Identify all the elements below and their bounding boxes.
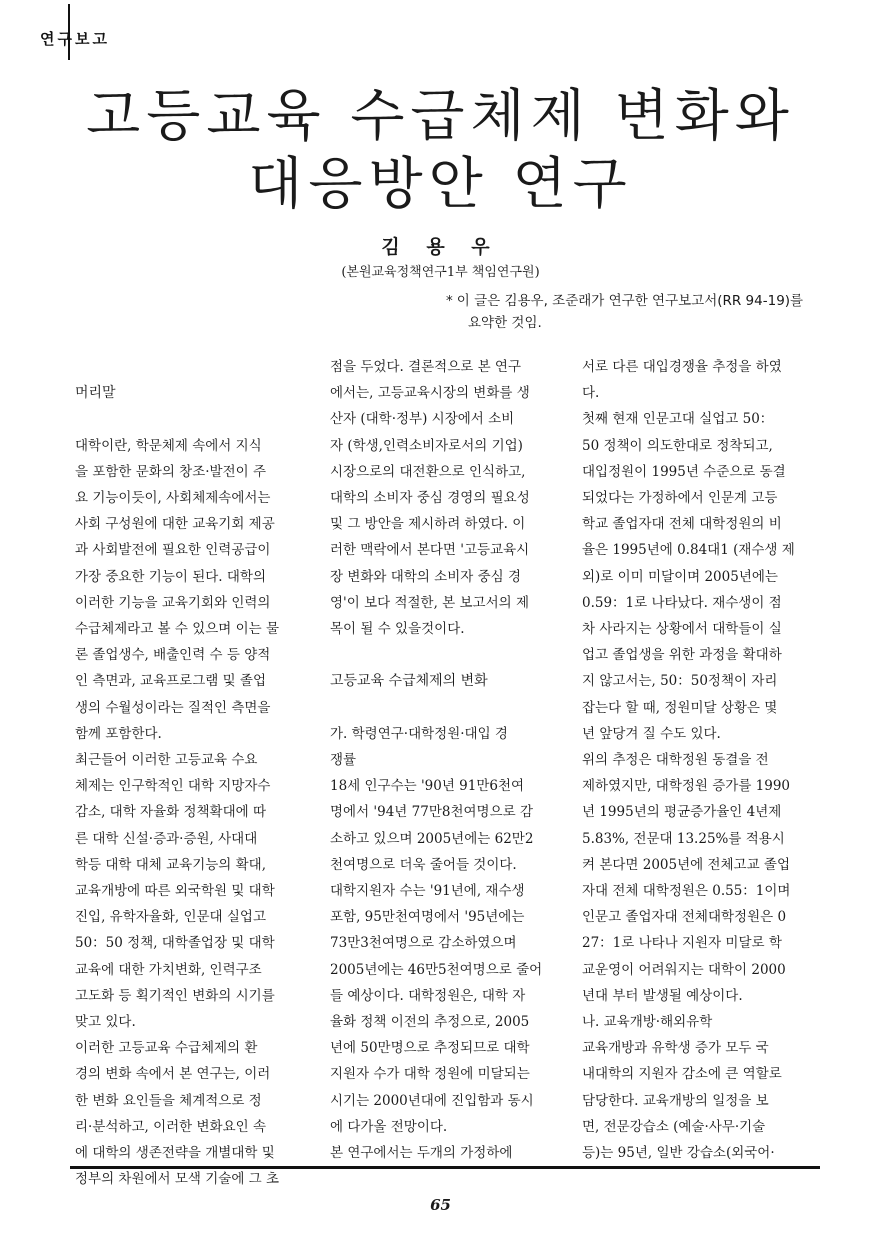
column-3-line: 지 않고서는, 50：50정책이 자리 (582, 673, 778, 690)
column-3-line: 다. (582, 385, 600, 402)
column-1-line: 정부의 차원에서 모색 기술에 그 초 (75, 1171, 280, 1188)
column-1-line: 요 기능이듯이, 사회체제속에서는 (75, 490, 271, 507)
column-2-line (330, 695, 568, 721)
column-2-line: 목이 될 수 있을것이다. (330, 621, 465, 638)
column-1-line: 가장 중요한 기능이 된다. 대학의 (75, 568, 266, 585)
column-3-line: 면, 전문강습소 (예술·사무·기술 (582, 1118, 766, 1135)
column-2-line: 천여명으로 더욱 줄어들 것이다. (330, 856, 517, 873)
column-1-line: 생의 수월성이라는 질적인 측면을 (75, 699, 271, 716)
column-1-line: 을 포함한 문화의 창조·발전이 주 (75, 463, 266, 480)
column-3-line: 교운영이 어려워지는 대학이 2000 (582, 961, 786, 978)
column-2-line: 장 변화와 대학의 소비자 중심 경 (330, 568, 521, 585)
column-1-line: 진입, 유학자율화, 인문대 실업고 (75, 909, 266, 926)
column-1-line: 체제는 인구학적인 대학 지망자수 (75, 778, 271, 795)
column-2-line: 쟁률 (330, 752, 357, 769)
column-2-line: 자 (학생,인력소비자로서의 기업) (330, 437, 523, 454)
column-3-line: 율은 1995년에 0.84대1 (재수생 제 (582, 542, 795, 559)
column-3-line: 자대 전체 대학정원은 0.55：1이며 (582, 883, 791, 900)
column-1-line: 과 사회발전에 필요한 인력공급이 (75, 542, 271, 559)
column-3-line: 업고 졸업생을 위한 과정을 확대하 (582, 647, 782, 664)
column-3-line: 담당한다. 교육개방의 일정을 보 (582, 1092, 769, 1109)
author-affiliation: (본원교육정책연구1부 책임연구원) (341, 265, 540, 280)
column-1-line: 학등 대학 대체 교육기능의 확대, (75, 856, 266, 873)
column-3-line: 년 앞당겨 질 수도 있다. (582, 725, 721, 742)
column-3-line: 년대 부터 발생될 예상이다. (582, 987, 743, 1004)
column-1-line: 이러한 기능을 교육기회와 인력의 (75, 594, 271, 611)
column-2-line: 영'이 보다 적절한, 본 보고서의 제 (330, 594, 529, 611)
column-2-line: 점을 두었다. 결론적으로 본 연구 (330, 359, 521, 375)
column-3-line: 첫째 현재 인문고대 실업고 50： (582, 411, 774, 428)
column-3-line: 5.83%, 전문대 13.25%를 적용시 (582, 830, 785, 847)
column-3-line: 대입정원이 1995년 수준으로 동결 (582, 463, 786, 480)
column-3-line: 나. 교육개방·해외유학 (582, 1014, 713, 1031)
column-1-line (75, 354, 313, 380)
column-2-line: 지원자 수가 대학 정원에 미달되는 (330, 1066, 530, 1083)
page-number: 65 (430, 1196, 451, 1214)
column-1-line: 감소, 대학 자율화 정책확대에 따 (75, 804, 266, 821)
column-3-line: 잡는다 할 때, 정원미달 상황은 몇 (582, 699, 778, 716)
column-3-line: 위의 추정은 대학정원 동결을 전 (582, 752, 769, 769)
column-3-line: 교육개방과 유학생 증가 모두 국 (582, 1040, 769, 1057)
text-column-2 (330, 354, 568, 1166)
text-column-3 (582, 354, 820, 1166)
column-3-line: 제하였지만, 대학정원 증가를 1990 (582, 778, 791, 795)
column-1-line: 론 졸업생수, 배출인력 수 등 양적 (75, 647, 271, 664)
column-1-line: 최근들어 이러한 고등교육 수요 (75, 752, 258, 769)
column-2-line: 대학지원자 수는 '91년에, 재수생 (330, 883, 525, 900)
footnote-mark: * (446, 293, 453, 309)
column-2-line: 에 다가올 전망이다. (330, 1118, 448, 1135)
column-1-line: 한 변화 요인들을 체계적으로 정 (75, 1092, 262, 1109)
column-1-line: 사회 구성원에 대한 교육기회 제공 (75, 516, 275, 533)
column-1-line: 맞고 있다. (75, 1014, 136, 1031)
column-1-line (75, 406, 313, 432)
column-1-line: 교육개방에 따른 외국학원 및 대학 (75, 883, 275, 900)
text-column-1 (75, 354, 313, 1193)
column-2-line: 러한 맥락에서 본다면 '고등교육시 (330, 542, 530, 559)
column-3-line: 50 정책이 의도한대로 정착되고, (582, 437, 773, 454)
column-1-line: 고도화 등 획기적인 변화의 시기를 (75, 987, 275, 1004)
title-line-1: 고등교육 수급체제 변화와 (86, 84, 795, 149)
column-1-line: 함께 포함한다. (75, 725, 162, 742)
column-2-line: 율화 정책 이전의 추정으로, 2005 (330, 1014, 530, 1031)
column-2-line: 에서는, 고등교육시장의 변화를 생 (330, 385, 530, 402)
column-1-line: 리·분석하고, 이러한 변화요인 속 (75, 1118, 266, 1135)
column-1-line: 대학이란, 학문체제 속에서 지식 (75, 437, 262, 454)
column-2-line: 들 예상이다. 대학정원은, 대학 자 (330, 987, 526, 1004)
footnote-line-1: 이 글은 김용우, 조준래가 연구한 연구보고서(RR 94-19)를 (456, 293, 804, 309)
column-2-line: 소하고 있으며 2005년에는 62만2 (330, 830, 534, 847)
column-3-line: 27：1로 나타나 지원자 미달로 학 (582, 935, 782, 952)
column-1-line: 인 측면과, 교육프로그램 및 졸업 (75, 673, 266, 690)
column-2-line: 73만3천여명으로 감소하였으며 (330, 935, 517, 952)
column-2-line: 18세 인구수는 '90년 91만6천여 (330, 778, 525, 795)
column-1-line: 이러한 고등교육 수급체제의 환 (75, 1040, 258, 1057)
column-3-line: 년 1995년의 평균증가율인 4년제 (582, 804, 782, 821)
column-2-line: 및 그 방안을 제시하려 하였다. 이 (330, 516, 526, 533)
column-2-line: 고등교육 수급체제의 변화 (330, 673, 488, 690)
column-2-line: 시장으로의 대전환으로 인식하고, (330, 463, 526, 480)
column-1-line: 50：50 정책, 대학졸업장 및 대학 (75, 935, 275, 952)
column-2-line: 시기는 2000년대에 진입함과 동시 (330, 1092, 534, 1109)
author-name: 김 용 우 (381, 236, 500, 258)
column-2-line (330, 642, 568, 668)
column-3-line: 외)로 이미 미달이며 2005년에는 (582, 568, 778, 585)
column-3-line: 내대학의 지원자 감소에 큰 역할로 (582, 1066, 782, 1083)
column-2-line: 2005년에는 46만5천여명으로 줄어 (330, 961, 543, 978)
column-2-line: 본 연구에서는 두개의 가정하에 (330, 1145, 513, 1162)
column-3-line: 학교 졸업자대 전체 대학정원의 비 (582, 516, 782, 533)
column-3-line: 등)는 95년, 일반 강습소(외국어· (582, 1145, 775, 1162)
column-3-line: 되었다는 가정하에서 인문계 고등 (582, 490, 778, 507)
column-1-line: 경의 변화 속에서 본 연구는, 이러 (75, 1066, 271, 1083)
column-1-line: 수급체제라고 볼 수 있으며 이는 물 (75, 621, 280, 638)
column-2-line: 명에서 '94년 77만8천여명으로 감 (330, 804, 533, 821)
column-1-line: 른 대학 신설·증과·증원, 사대대 (75, 830, 258, 847)
column-3-line: 차 사라지는 상황에서 대학들이 실 (582, 621, 782, 638)
column-2-line: 산자 (대학·정부) 시장에서 소비 (330, 411, 515, 428)
column-1-line: 에 대학의 생존전략을 개별대학 및 (75, 1145, 275, 1162)
column-3-line: 켜 본다면 2005년에 전체고교 졸업 (582, 856, 791, 873)
footer-rule (70, 1166, 820, 1169)
column-2-line: 대학의 소비자 중심 경영의 필요성 (330, 490, 530, 507)
footnote-line-2: 요약한 것임. (468, 315, 542, 331)
footnote (446, 290, 826, 334)
column-1-line: 교육에 대한 가치변화, 인력구조 (75, 961, 262, 978)
column-3-line: 인문고 졸업자대 전체대학정원은 0 (582, 909, 787, 926)
column-2-line: 년에 50만명으로 추정되므로 대학 (330, 1040, 530, 1057)
title-line-2: 대응방안 연구 (248, 152, 633, 217)
column-3-line: 0.59：1로 나타났다. 재수생이 점 (582, 594, 782, 611)
column-3-line: 서로 다른 대입경쟁율 추정을 하였 (582, 359, 782, 375)
column-1-line: 머리말 (75, 385, 116, 402)
column-2-line: 가. 학령연구·대학정원·대입 경 (330, 725, 508, 742)
section-tag: 연구보고 (40, 30, 110, 48)
column-2-line: 포함, 95만천여명에서 '95년에는 (330, 909, 525, 926)
